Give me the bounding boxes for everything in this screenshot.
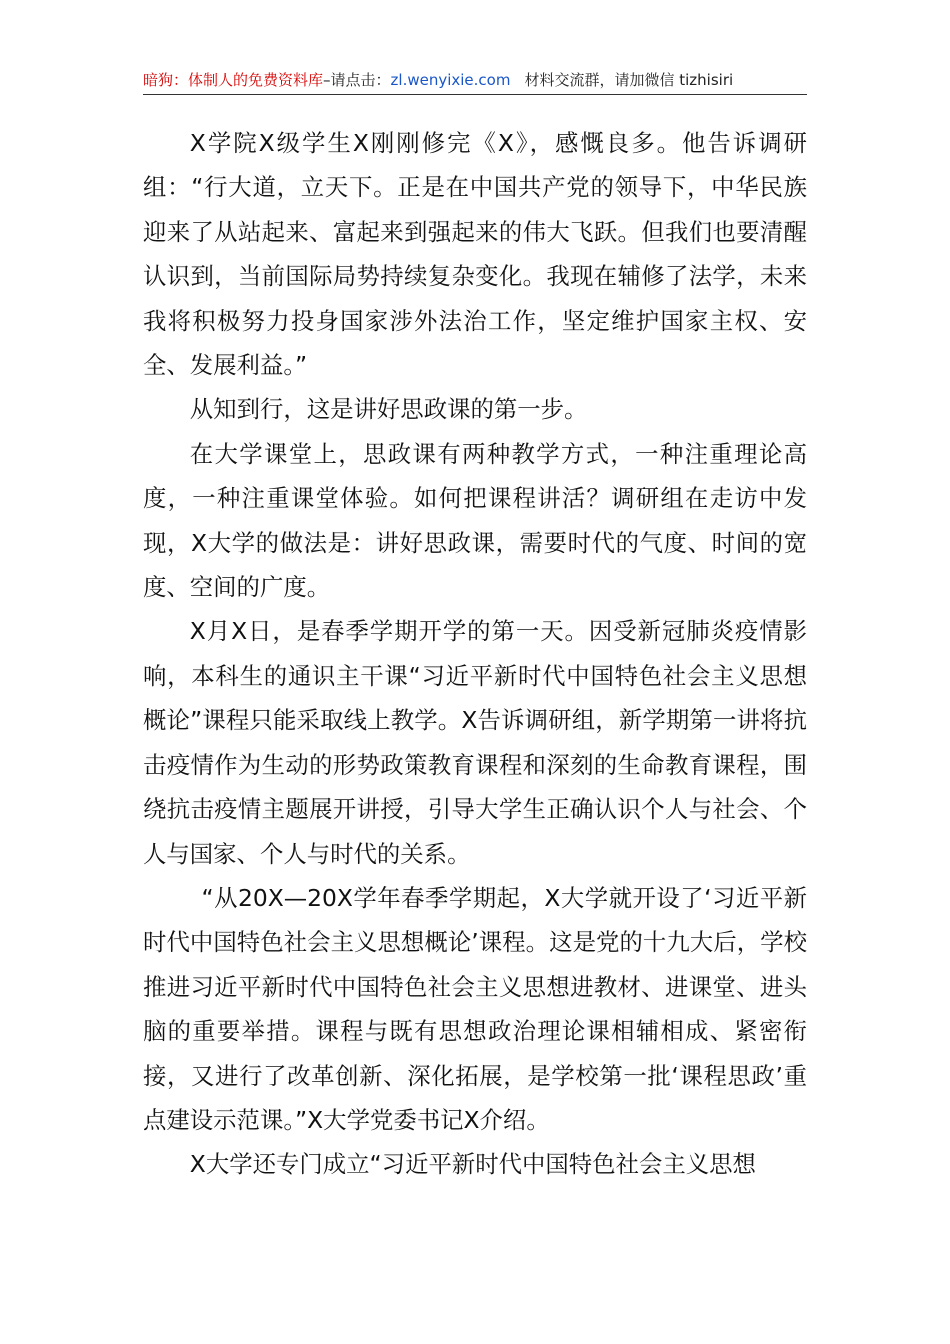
paragraph: “从20X—20X学年春季学期起，X大学就开设了‘习近平新时代中国特色社会主义思想概论’课程。这是党的十九大后，学校推进习近平新时代中国特色社会主义思想进教材、进课堂、进头脑的重要举措。课程与既有思想政治理论课相辅相成、紧密衔接，又进行了改革创新、深化拓展，是学校第一批‘课程思政’重点建设示范课。”X大学党委书记X介绍。 (143, 883, 807, 1134)
page-header (143, 66, 807, 95)
header-prompt: –请点击： (323, 71, 391, 89)
paragraph: X月X日，是春季学期开学的第一天。因受新冠肺炎疫情影响，本科生的通识主干课“习近平新时代中国特色社会主义思想概论”课程只能采取线上教学。X告诉调研组，新学期第一讲将抗击疫情作为生动的形势政策教育课程和深刻的生命教育课程，围绕抗击疫情主题展开讲授，引导大学生正确认识个人与社会、个人与国家、个人与时代的关系。 (143, 617, 807, 868)
paragraph: 从知到行，这是讲好思政课的第一步。 (189, 395, 588, 424)
paragraph: X学院X级学生X刚刚修完《X》，感慨良多。他告诉调研组：“行大道，立天下。正是在中国共产党的领导下，中华民族迎来了从站起来、富起来到强起来的伟大飞跃。但我们也要清醒认识到，当前国际局势持续复杂变化。我现在辅修了法学，未来我将积极努力投身国家涉外法治工作，坚定维护国家主权、安全、发展利益。” (143, 129, 807, 380)
header-link[interactable]: zl.wenyixie.com (390, 71, 511, 89)
paragraph: X大学还专门成立“习近平新时代中国特色社会主义思想 (189, 1150, 756, 1179)
paragraph: 在大学课堂上，思政课有两种教学方式，一种注重理论高度，一种注重课堂体验。如何把课程讲活？调研组在走访中发现，X大学的做法是：讲好思政课，需要时代的气度、时间的宽度、空间的广度。 (143, 439, 807, 602)
document-body (143, 121, 807, 1187)
header-brand: 暗狗：体制人的免费资料库 (143, 71, 324, 89)
header-group-info: 材料交流群，请加微信 tizhisiri (524, 71, 734, 89)
